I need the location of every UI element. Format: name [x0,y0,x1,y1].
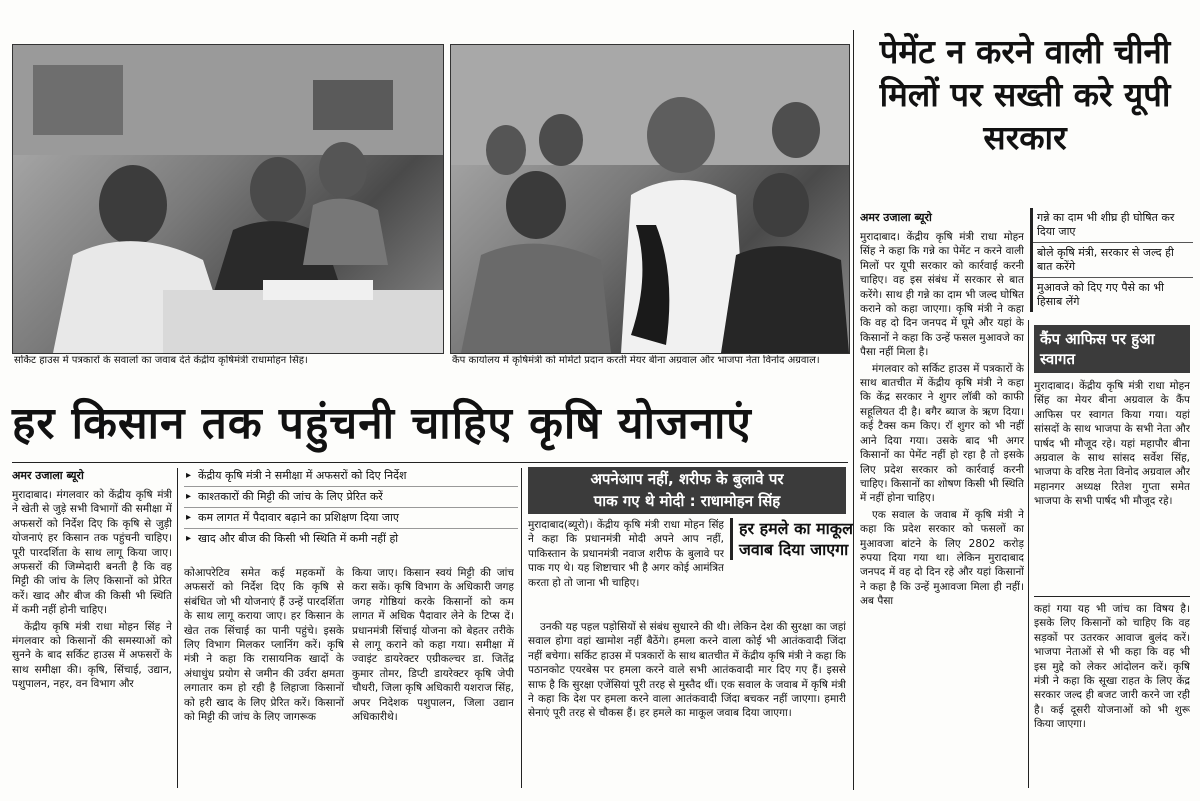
pak-pullquote [730,518,855,560]
camp-box-text [1034,379,1190,511]
highlight-point: ▸ काश्तकारों की मिट्टी की जांच के लिए प्रेरित करें [184,487,518,508]
photo-caption-right: कैंप कार्यालय में कृषिमंत्री को मोमेंटो प्रदान करती मेयर बीना अग्रवाल और भाजपा नेता विनोद अग्रवाल। [452,355,820,366]
right-column-b [1034,602,1190,788]
side-point: गन्ने का दाम भी शीघ्र ही घोषित कर दिया जाए [1033,208,1193,243]
paragraph: मंगलवार को सर्किट हाउस में पत्रकारों के साथ बातचीत में केंद्रीय कृषि मंत्री ने कहा कि केंद्र सरकार ने शुगर लॉबी को काफी सहूलियत दी है। बगैर ब्याज के ऋण दिया। कई टैक्स कम किए। रॉ शुगर को भी नहीं आने दिया गया। उसके बाद भी अगर किसानों का पेमेंट नहीं हो रहा है तो इसके लिए प्रदेश सरकार को कार्रवाई करनी चाहिए। किसानों का शोषण किसी भी स्थिति में नहीं होना चाहिए। [860,362,1024,505]
photo-caption-left: सर्किट हाउस में पत्रकारों के सवालों का जवाब देते केंद्रीय कृषिमंत्री राधामोहन सिंह। [14,355,308,366]
paragraph: कहां गया यह भी जांच का विषय है। इसके लिए किसानों को चाहिए कि वह सड़कों पर उतरकर आवाज बुलंद करें। भाजपा नेताओं से भी कहा कि वह भी इस मुद्दे को लेकर आंदोलन करें। कृषि मंत्री ने कहा कि सूखा राहत के लिए केंद्र सरकार जल्द ही बजट जारी करने जा रही है। कई दूसरी योजनाओं को भी शुरू किया जाएगा। [1034,603,1190,731]
main-headline-rule [12,462,848,463]
main-headline: हर किसान तक पहुंचनी चाहिए कृषि योजनाएं [12,398,752,449]
paragraph: एक सवाल के जवाब में कृषि मंत्री ने कहा कि प्रदेश सरकार को फसलों का मुआवजा बांटने के लिए 2802 करोड़ रुपया दिया गया था। लेकिन मुरादाबाद जनपद में वह दो दिन रहे और यहां किसानों ने कहा है कि उन्हें मुआवजा मिला ही नहीं। अब पैसा [860,508,1024,608]
paragraph: मुरादाबाद(ब्यूरो)। केंद्रीय कृषि मंत्री राधा मोहन सिंह ने कहा कि प्रधानमंत्री मोदी अपने आप नहीं, पाकिस्तान के प्रधानमंत्री नवाज शरीफ के बुलावे पर पाक गए थे। यह शिष्टाचार भी है अगर कोई आमंत्रित करता हो तो जाना भी चाहिए। [528,519,724,589]
right-headline: पेमेंट न करने वाली चीनी मिलों पर सख्ती करे यूपी सरकार [879,32,1171,157]
highlight-point: ▸ कम लागत में पैदावार बढ़ाने का प्रशिक्षण दिया जाए [184,508,518,529]
pak-story-body [528,620,846,788]
highlight-point: ▸ खाद और बीज की किसी भी स्थिति में कमी नहीं हो [184,529,518,549]
main-byline: अमर उजाला ब्यूरो [12,469,84,482]
main-column-2 [184,566,344,788]
paragraph: किया जाए। किसान स्वयं मिट्टी की जांच करा सकें। कृषि विभाग के अधिकारी जगह जगह गोष्ठियां करके किसानों को कम लागत में अधिक पैदावार लेने के टिप्स दें। प्रधानमंत्री सिंचाई योजना को बेहतर तरीके से लागू कराने को कहा गया। समीक्षा में ज्वाइंट डायरेक्टर एग्रीकल्चर डा. जितेंद्र कुमार तोमर, डिप्टी डायरेक्टर कृषि जेपी चौधरी, जिला कृषि अधिकारी यशराज सिंह, अपर निदेशक पशुपालन, जिला उद्यान अधिकारीथे। [352,567,514,724]
side-point: बोले कृषि मंत्री, सरकार से जल्द ही बात करेंगे [1033,243,1193,278]
right-side-points [1030,208,1193,312]
main-column-1 [12,488,172,788]
side-point: मुआवजे को दिए गए पैसे का भी हिसाब लेंगे [1037,281,1164,308]
paragraph: केंद्रीय कृषि मंत्री राधा मोहन सिंह ने मंगलवार को किसानों की समस्याओं को सुनने के बाद सर्किट हाउस में अफसरों के साथ समीक्षा की। कृषि, सिंचाई, उद्यान, पशुपालन, नहर, वन विभाग और [12,620,172,691]
pak-story-lead [528,518,724,614]
pak-headline-line1: अपनेआप नहीं, शरीफ के बुलावे पर [590,470,784,488]
paragraph: मुरादाबाद। केंद्रीय कृषि मंत्री राधा मोहन सिंह का मेयर बीना अग्रवाल के कैंप आफिस पर स्वागत किया गया। यहां सांसदों के साथ भाजपा के सभी नेता और पार्षद भी मौजूद रहे। यहां महापौर बीना अग्रवाल के साथ सांसद सर्वेश सिंह, भाजपा के वरिष्ठ नेता विनोद अग्रवाल और महानगर अध्यक्ष रितेश गुप्ता समेत भाजपा के सभी पार्षद भी मौजूद रहे। [1034,380,1190,508]
pullquote-text: हर हमले का माकूल जवाब दिया जाएगा [739,519,853,559]
paragraph: मुरादाबाद। केंद्रीय कृषि मंत्री राधा मोहन सिंह ने कहा कि गन्ने का पेमेंट न करने वाली मिलों पर यूपी सरकार को कार्रवाई करनी चाहिए। वह इस संबंध में सरकार से बात करेंगे। साथ ही गन्ने का दाम भी जल्द घोषित कराने को कहा जाएगा। कृषि मंत्री ने कहा कि वह दो दिन जनपद में घूमे और यहां के किसानों ने कहा कि उन्हें फसल मुआवजे का पैसा नहीं मिला है। [860,231,1024,359]
camp-box-rule [1034,596,1190,597]
column-divider [1028,320,1029,788]
camp-box-title: कैंप आफिस पर हुआ स्वागत [1034,325,1190,373]
paragraph: मुरादाबाद। मंगलवार को केंद्रीय कृषि मंत्री ने खेती से जुड़े सभी विभागों की समीक्षा में अफसरों को निर्देश दिए कि कृषि से जुड़ी योजनाएं हर किसान तक पहुंचनी चाहिए। पूरी पारदर्शिता के साथ लागू किया जाए। अफसरों की जिम्मेदारी बनती है कि वह मिट्टी की जांच के लिए किसानों को प्रेरित करें। खाद और बीज की किसी भी स्थिति में कमी नहीं होनी चाहिए। [12,489,172,617]
photo-memento-ceremony [450,44,850,354]
main-column-3 [352,566,514,788]
column-divider [177,468,178,788]
column-divider [521,468,522,788]
highlights-box [184,466,518,549]
pak-headline-line2: पाक गए थे मोदी : राधामोहन सिंह [593,492,781,510]
page-divider [853,30,854,790]
paragraph: कोआपरेटिव समेत कई महकमों के अफसरों को निर्देश दिए कि कृषि से संबंधित जो भी योजनाएं हैं उन्हें पारदर्शिता के साथ लागू कराया जाए। हर किसान के खेत तक सिंचाई का पानी पहुंचे। इसके लिए विभाग मिलकर प्लानिंग करें। कृषि मंत्री ने कहा कि रासायनिक खादों के अंधाधुंध प्रयोग से जमीन की उर्वरा क्षमता लगातार कम हो रही है लिहाजा किसानों को हरी खाद के लिए प्रेरित करें। किसानों को मिट्टी की जांच के लिए जागरूक [184,567,344,724]
pak-story-headline [528,467,846,514]
right-byline: अमर उजाला ब्यूरो [860,211,932,224]
paragraph: उनकी यह पहल पड़ोसियों से संबंध सुधारने की थी। लेकिन देश की सुरक्षा का जहां सवाल होगा वहां खामोश नहीं बैठेंगे। हमला करने वाला कोई भी आतंकवादी जिंदा नहीं बचेगा। सर्किट हाउस में पत्रकारों के साथ बातचीत में केंद्रीय कृषि मंत्री ने कहा कि पठानकोट एयरबेस पर हमला करने वाले सभी आतंकवादी मार दिए गए हैं। इससे साफ है कि सुरक्षा एजेंसियां पूरी तरह से मुस्तैद थीं। एक सवाल के जवाब में कृषि मंत्री ने कहा कि देश पर हमला करने वाला आतंकवादी जिंदा बचकर नहीं जाएगा। हमारी सेनाएं पूरी तरह से चौकस हैं। हर हमले का माकूल जवाब दिया जाएगा। [528,621,846,720]
camp-office-box [1034,325,1190,511]
highlight-point: ▸ केंद्रीय कृषि मंत्री ने समीक्षा में अफसरों को दिए निर्देश [184,466,518,487]
photo-review-meeting [12,44,444,354]
right-column-a [860,230,1024,788]
